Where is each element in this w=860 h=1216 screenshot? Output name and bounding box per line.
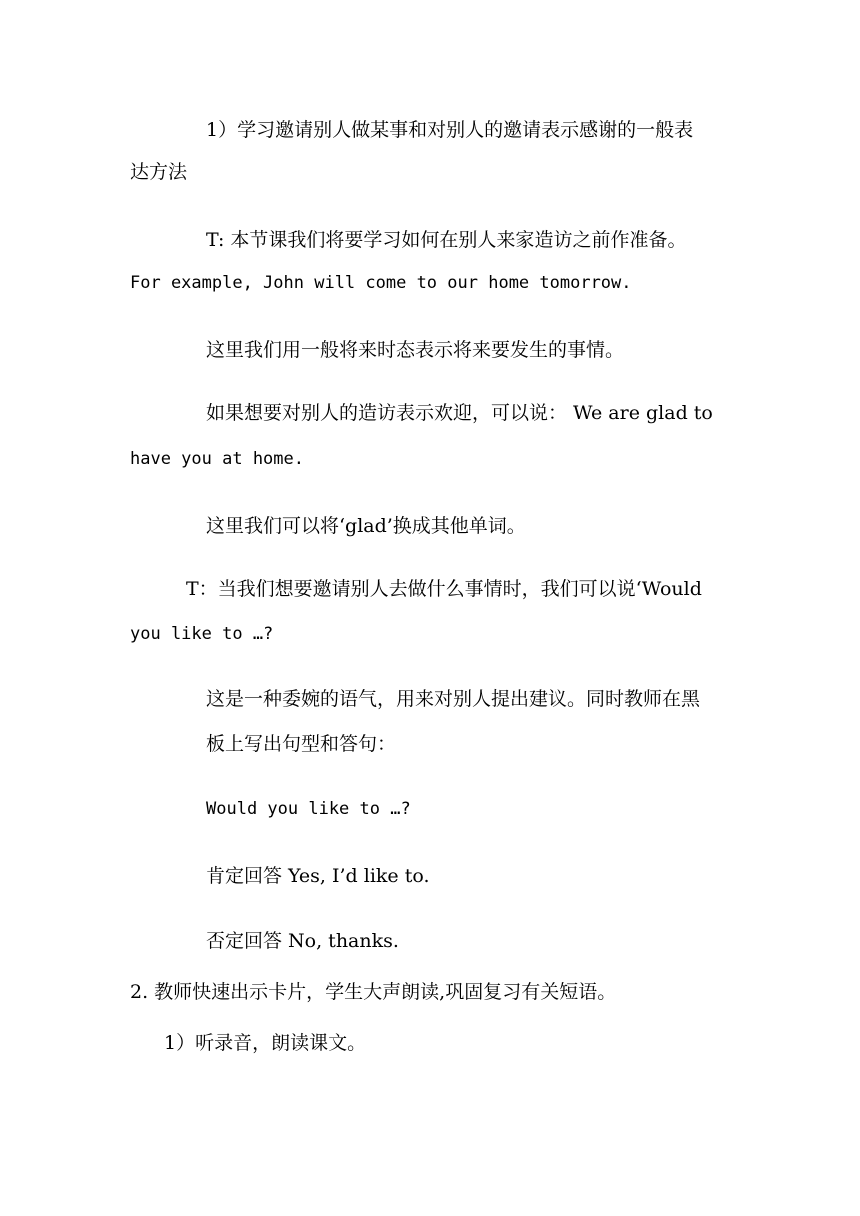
paragraph-line: 如果想要对别人的造访表示欢迎，可以说： We are glad to: [206, 402, 713, 424]
paragraph-line: 1）学习邀请别人做某事和对别人的邀请表示感谢的一般表: [206, 119, 694, 141]
paragraph-line: 这里我们可以将‘glad’换成其他单词。: [206, 515, 526, 537]
paragraph-line: 2. 教师快速出示卡片，学生大声朗读,巩固复习有关短语。: [130, 981, 617, 1003]
paragraph-line: 1）听录音，朗读课文。: [164, 1032, 367, 1054]
paragraph-line: T：当我们想要邀请别人去做什么事情时，我们可以说‘Would: [186, 578, 702, 600]
paragraph-line: 这是一种委婉的语气，用来对别人提出建议。同时教师在黑: [206, 688, 701, 710]
paragraph-line: For example, John will come to our home tomorrow.: [130, 273, 632, 293]
paragraph-line: 否定回答 No, thanks.: [206, 930, 399, 952]
paragraph-line: 板上写出句型和答句：: [206, 733, 397, 755]
paragraph-line: T: 本节课我们将要学习如何在别人来家造访之前作准备。: [206, 229, 687, 251]
paragraph-line: Would you like to …?: [206, 799, 411, 819]
paragraph-line: 达方法: [130, 161, 188, 183]
paragraph-line: 这里我们用一般将来时态表示将来要发生的事情。: [206, 339, 625, 361]
paragraph-line: you like to …?: [130, 624, 274, 644]
paragraph-line: 肯定回答 Yes, I’d like to.: [206, 865, 430, 887]
paragraph-line: have you at home.: [130, 449, 304, 469]
